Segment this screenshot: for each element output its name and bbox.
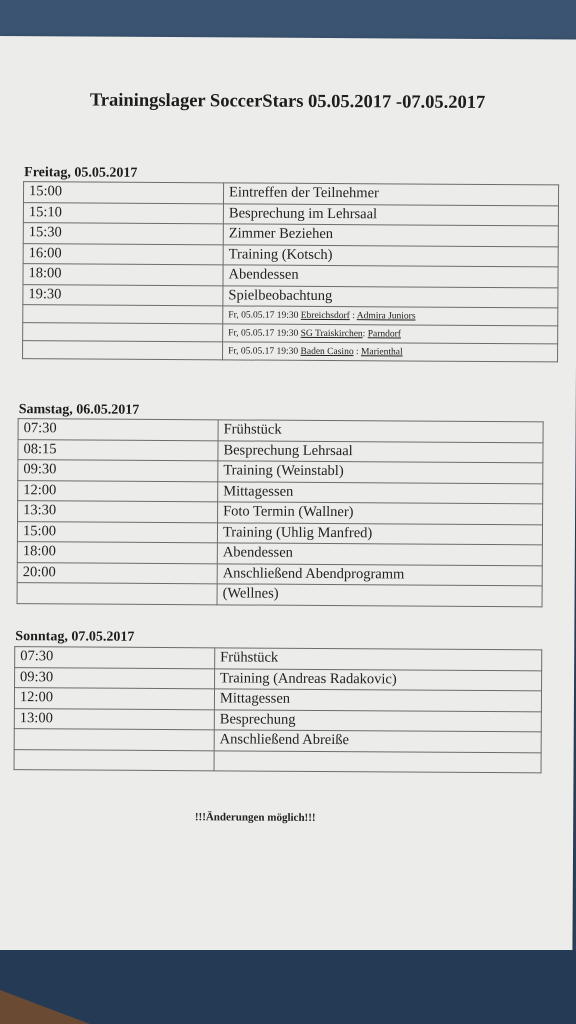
game-cell	[223, 342, 558, 362]
paper-sheet	[0, 36, 576, 954]
game-datetime: Fr, 05.05.17 19:30	[228, 309, 299, 321]
time-cell	[17, 583, 217, 605]
activity-cell: Training (Kotsch)	[223, 244, 558, 267]
friday-table	[22, 181, 559, 362]
background-top	[0, 0, 576, 40]
game-datetime: Fr, 05.05.17 19:30	[228, 345, 299, 357]
time-cell	[14, 729, 214, 751]
saturday-heading: Samstag, 06.05.2017	[18, 402, 140, 418]
sunday-table	[14, 646, 543, 773]
time-cell: 15:00	[23, 182, 223, 204]
empty-time-cell	[23, 305, 223, 324]
activity-cell: Training (Andreas Radakovic)	[215, 668, 542, 690]
activity-cell: Foto Termin (Wallner)	[218, 502, 543, 524]
activity-cell: Frühstück	[218, 420, 543, 442]
table-row	[17, 583, 542, 607]
time-cell: 13:30	[18, 501, 218, 523]
activity-cell	[214, 750, 541, 772]
game-home-team: Baden Casino	[300, 346, 354, 357]
game-home-team: Ebreichsdorf	[300, 310, 350, 321]
activity-cell: Training (Uhlig Manfred)	[217, 522, 542, 544]
table-row	[14, 749, 541, 773]
time-cell: 13:00	[14, 708, 214, 730]
game-separator: :	[362, 328, 368, 339]
time-cell: 07:30	[18, 419, 218, 441]
time-cell: 18:00	[17, 542, 217, 564]
activity-cell: Mittagessen	[214, 689, 541, 711]
time-cell: 15:30	[23, 223, 223, 245]
activity-cell: (Wellnes)	[217, 584, 542, 606]
game-away-team: Admira Juniors	[356, 310, 416, 322]
empty-time-cell	[23, 341, 223, 360]
game-cell	[223, 306, 558, 326]
game-away-team: Marienthal	[360, 346, 403, 357]
time-cell: 09:30	[15, 667, 215, 689]
time-cell: 12:00	[14, 688, 214, 710]
document-title: Trainingslager SoccerStars 05.05.2017 -07.05.2017	[89, 90, 486, 113]
time-cell: 19:30	[23, 284, 223, 306]
time-cell: 08:15	[18, 439, 218, 461]
time-cell: 20:00	[17, 562, 217, 584]
activity-cell: Mittagessen	[218, 481, 543, 503]
time-cell: 18:00	[23, 264, 223, 286]
activity-cell: Abendessen	[223, 265, 558, 288]
game-separator: :	[353, 346, 362, 357]
time-cell: 16:00	[23, 243, 223, 265]
activity-cell: Frühstück	[215, 648, 542, 670]
activity-cell: Anschließend Abreiße	[214, 730, 541, 752]
friday-heading: Freitag, 05.05.2017	[24, 165, 138, 181]
saturday-table	[17, 418, 544, 607]
activity-cell: Anschließend Abendprogramm	[217, 563, 542, 585]
game-datetime: Fr, 05.05.17 19:30	[228, 327, 299, 339]
sunday-heading: Sonntag, 07.05.2017	[15, 629, 135, 645]
game-cell	[223, 324, 558, 344]
activity-cell: Besprechung Lehrsaal	[218, 440, 543, 462]
activity-cell: Besprechung im Lehrsaal	[223, 203, 558, 226]
activity-cell: Zimmer Beziehen	[223, 224, 558, 247]
time-cell: 12:00	[18, 480, 218, 502]
game-separator: :	[349, 310, 357, 321]
changes-notice: !!!Änderungen möglich!!!	[194, 811, 316, 824]
time-cell: 09:30	[18, 460, 218, 482]
time-cell: 07:30	[15, 647, 215, 669]
time-cell	[14, 749, 214, 771]
activity-cell: Eintreffen der Teilnehmer	[223, 183, 558, 206]
game-row	[23, 341, 558, 362]
activity-cell: Spielbeobachtung	[223, 285, 558, 308]
time-cell: 15:10	[23, 202, 223, 224]
empty-time-cell	[23, 323, 223, 342]
game-away-team: Parndorf	[367, 328, 401, 339]
activity-cell: Abendessen	[217, 543, 542, 565]
activity-cell: Besprechung	[214, 709, 541, 731]
time-cell: 15:00	[17, 521, 217, 543]
activity-cell: Training (Weinstabl)	[218, 461, 543, 483]
game-home-team: SG Traiskirchen	[300, 328, 363, 339]
desk-corner	[0, 990, 90, 1024]
